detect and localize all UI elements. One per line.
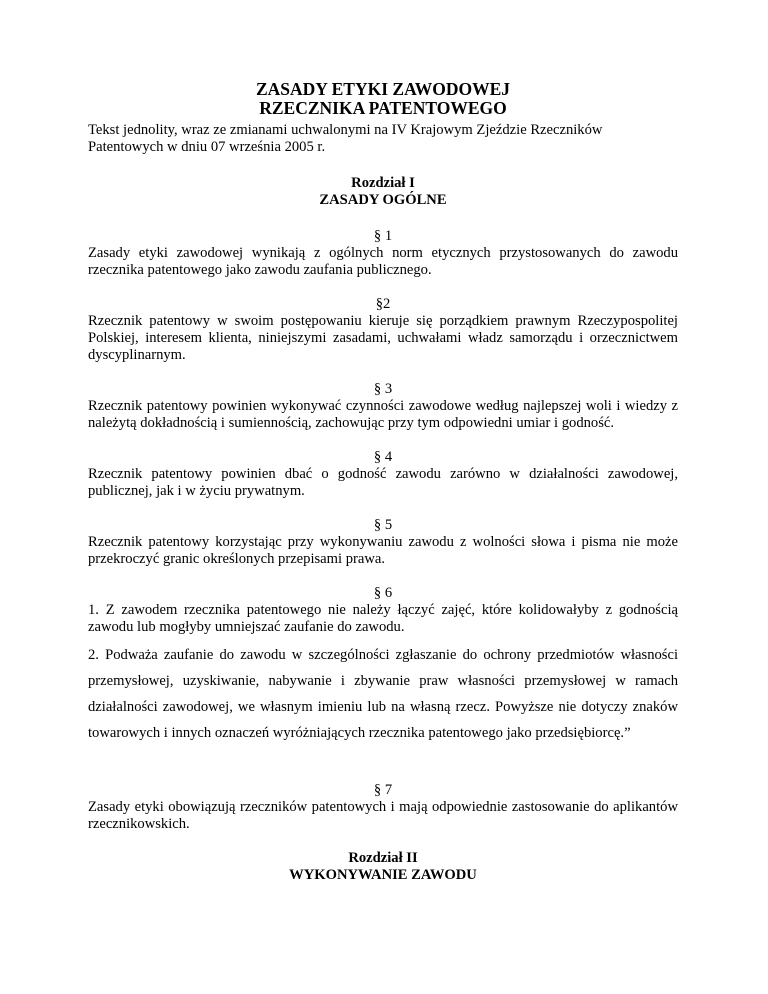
- document-page: [88, 80, 678, 884]
- chapter-1-name: ZASADY OGÓLNE: [319, 192, 447, 208]
- section-2-label: §2: [375, 296, 391, 312]
- section-1-text: Zasady etyki zawodowej wynikają z ogólnych norm etycznych przystosowanych do zawodu rzecznika patentowego jako zawodu zaufania publicznego.: [88, 245, 678, 278]
- section-7-text: Zasady etyki obowiązują rzeczników patentowych i mają odpowiednie zastosowanie do aplikantów rzecznikowskich.: [88, 799, 678, 832]
- section-7-label: § 7: [373, 782, 393, 798]
- chapter-2-number: Rozdział II: [348, 850, 418, 866]
- section-3-text: Rzecznik patentowy powinien wykonywać czynności zawodowe według najlepszej woli i wiedzy z należytą dokładnością i sumiennością, zachowując przy tym odpowiedni umiar i godność.: [88, 398, 678, 431]
- section-5-label: § 5: [373, 517, 393, 533]
- section-3-label: § 3: [373, 381, 393, 397]
- chapter-2-name: WYKONYWANIE ZAWODU: [289, 867, 477, 883]
- section-4-text: Rzecznik patentowy powinien dbać o godność zawodu zarówno w działalności zawodowej, publicznej, jak i w życiu prywatnym.: [88, 466, 678, 499]
- document-intro: Tekst jednolity, wraz ze zmianami uchwalonymi na IV Krajowym Zjeździe Rzeczników Patentowych w dniu 07 września 2005 r.: [88, 122, 603, 155]
- section-6-label: § 6: [373, 585, 393, 601]
- document-title-line-1: ZASADY ETYKI ZAWODOWEJ: [255, 79, 511, 99]
- chapter-1-number: Rozdział I: [351, 175, 415, 191]
- section-4-label: § 4: [373, 449, 393, 465]
- section-6-paragraph-1: 1. Z zawodem rzecznika patentowego nie należy łączyć zajęć, które kolidowałyby z godnością zawodu lub mogłyby umniejszać zaufanie do zawodu.: [88, 602, 678, 635]
- section-1-label: § 1: [373, 228, 393, 244]
- section-5-text: Rzecznik patentowy korzystając przy wykonywaniu zawodu z wolności słowa i pisma nie może przekroczyć granic określonych przepisami prawa.: [88, 534, 678, 567]
- section-2-text: Rzecznik patentowy w swoim postępowaniu kieruje się porządkiem prawnym Rzeczypospolitej Polskiej, interesem klienta, niniejszymi zasadami, uchwałami władz samorządu i orzecznictwem dyscyplinarnym.: [88, 313, 678, 363]
- section-6-paragraph-2: 2. Podważa zaufanie do zawodu w szczególności zgłaszanie do ochrony przedmiotów własności przemysłowej, uzyskiwanie, nabywanie i zbywanie praw własności przemysłowej w ramach działalności zawodowej, we własnym imieniu lub na własną rzecz. Powyższe nie dotyczy znaków towarowych i innych oznaczeń wyróżniających rzecznika patentowego jako przedsiębiorcę.”: [88, 647, 678, 741]
- document-title-line-2: RZECZNIKA PATENTOWEGO: [259, 98, 507, 118]
